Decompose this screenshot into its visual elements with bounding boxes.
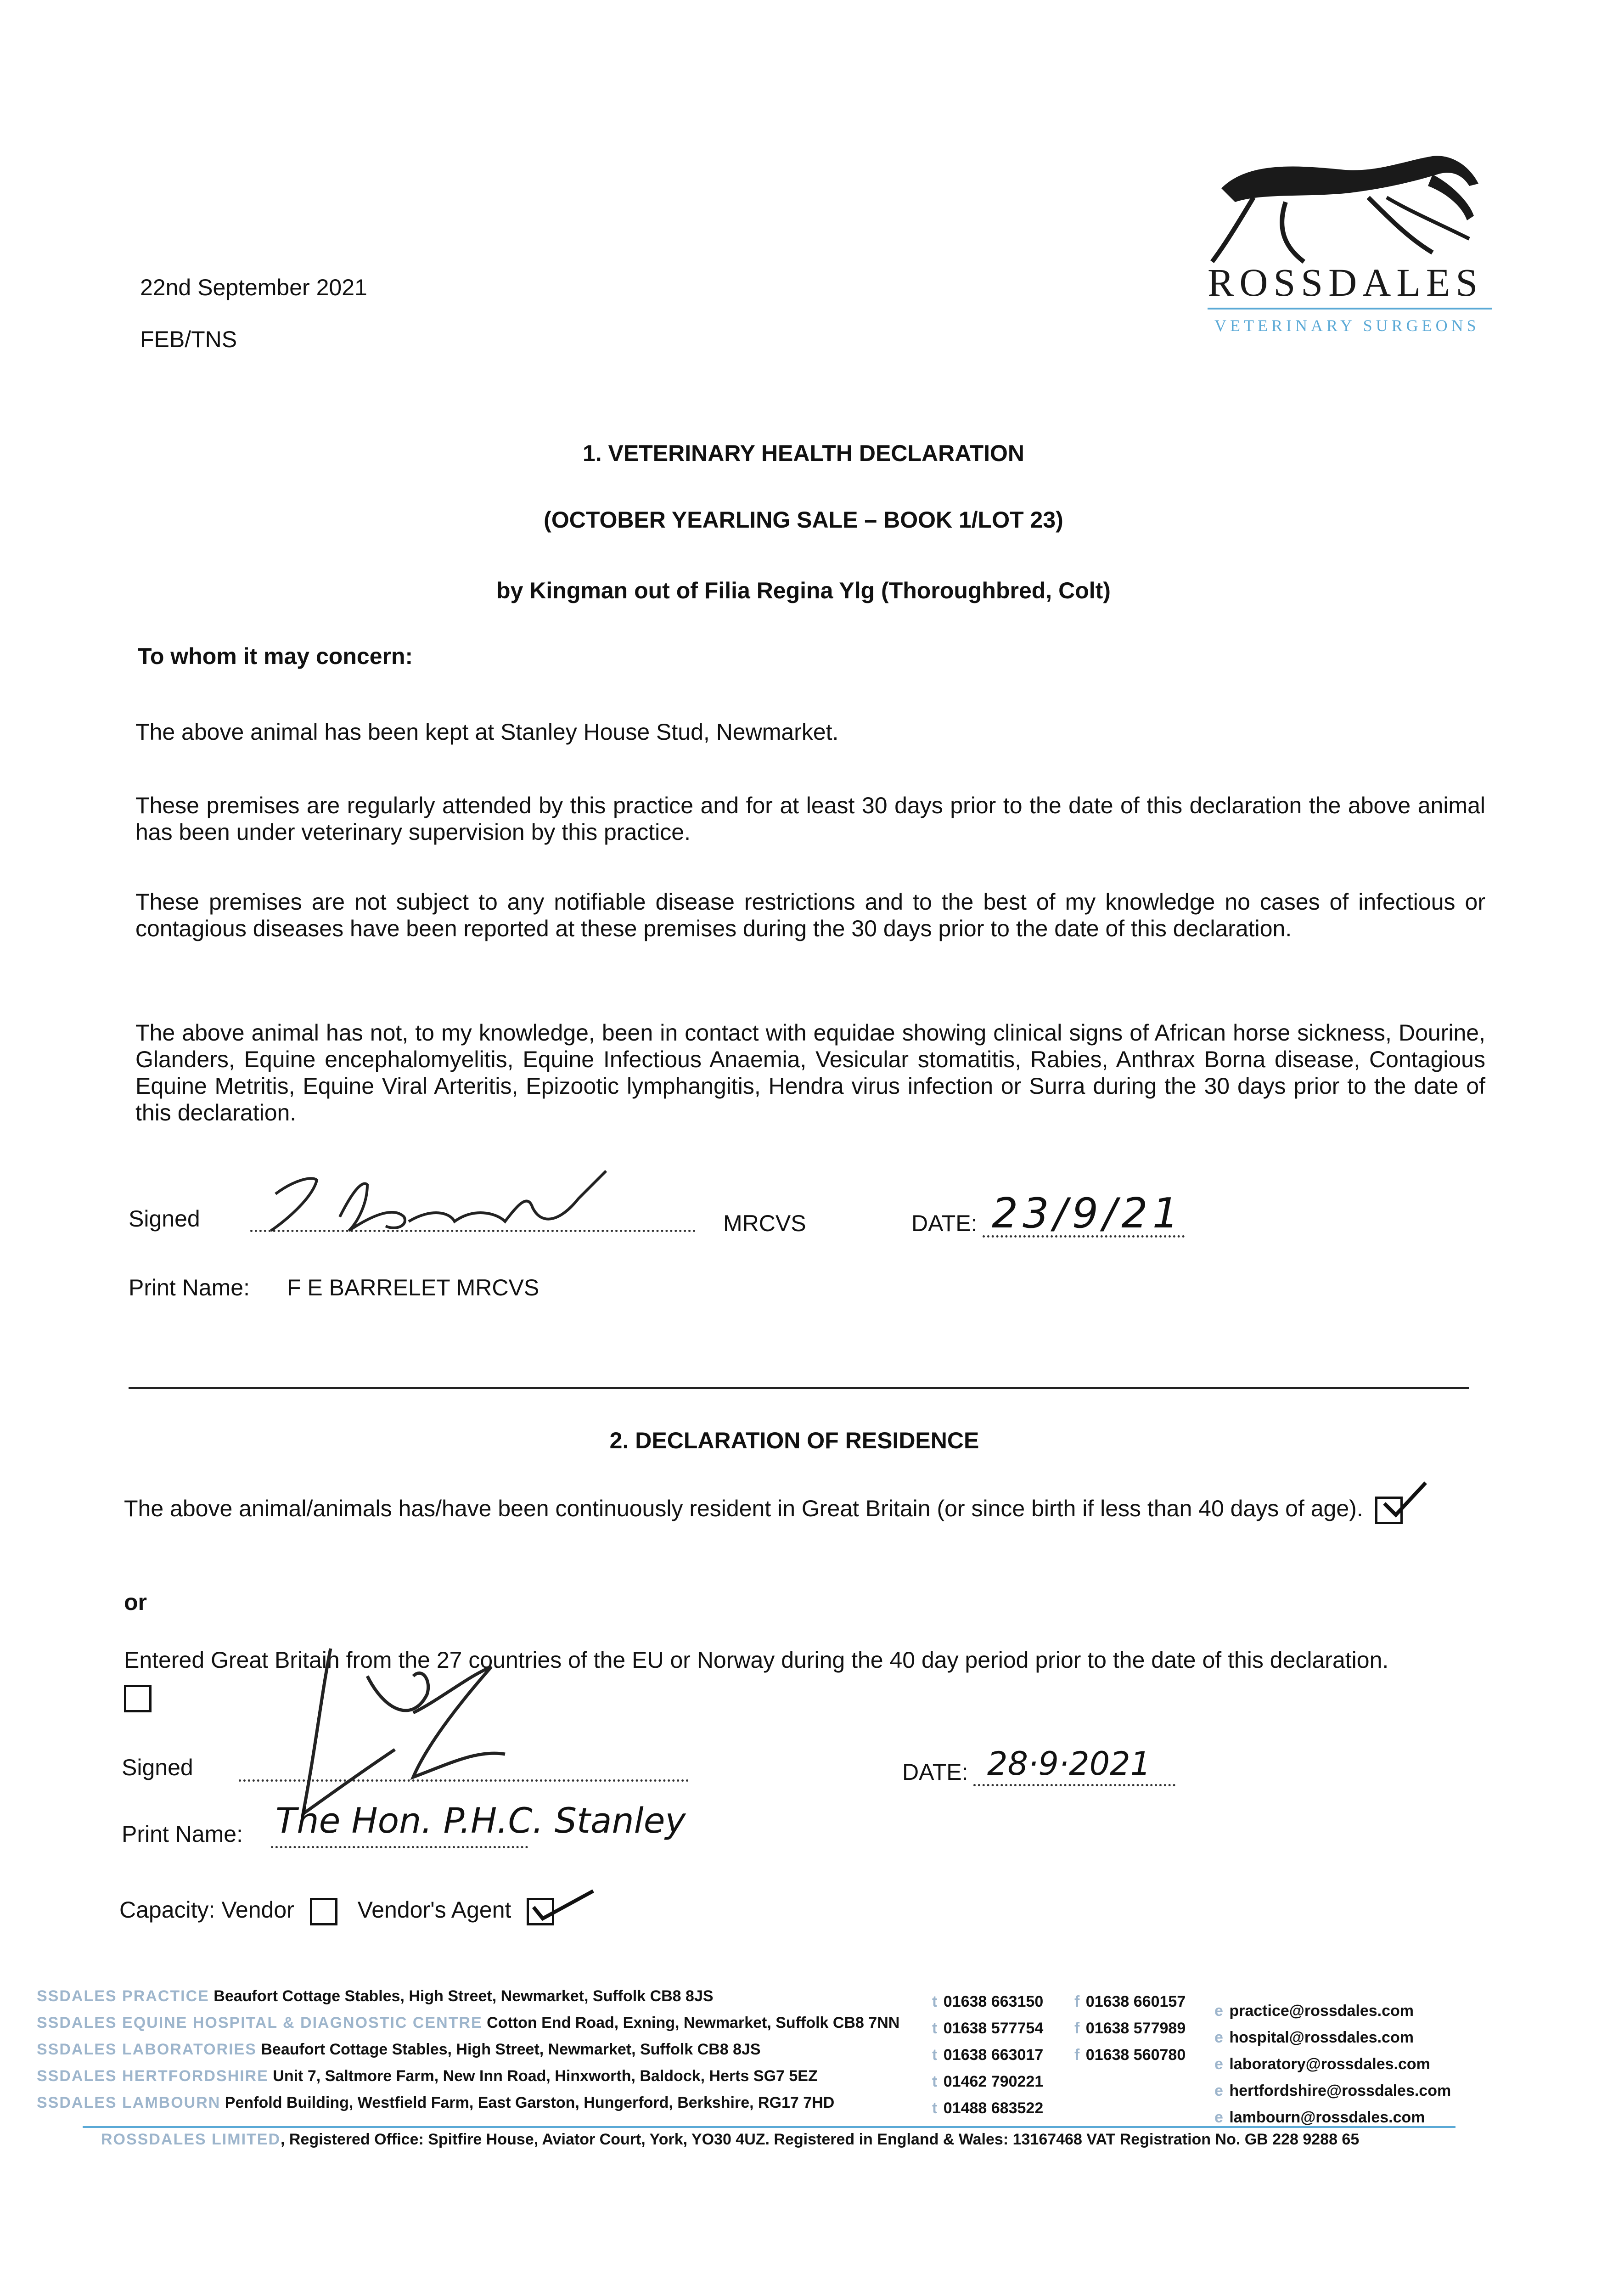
footer-telephones: t 01638 663150 t 01638 577754 t 01638 663017 t 01462 790221 t 01488 683522	[932, 1993, 1044, 2117]
paragraph-kept: The above animal has been kept at Stanley House Stud, Newmarket.	[135, 719, 839, 745]
vendors-agent-checkbox[interactable]	[527, 1898, 554, 1925]
checkmark-icon	[1380, 1480, 1430, 1522]
vet-signed-label: Signed	[129, 1206, 200, 1232]
footer-registration: ROSSDALES LIMITED, Registered Office: Spitfire House, Aviator Court, York, YO30 4UZ. Registered in England & Wales: 13167468 VAT Registration No. GB 228 9288 65	[101, 2131, 1360, 2148]
logo-rule	[1208, 308, 1492, 310]
or-label: or	[124, 1589, 147, 1615]
horse-description: by Kingman out of Filia Regina Ylg (Thoroughbred, Colt)	[496, 578, 1111, 603]
hospital-email-link[interactable]: hospital@rossdales.com	[1229, 2029, 1414, 2046]
paragraph-restrictions: These premises are not subject to any notifiable disease restrictions and to the best of my knowledge no cases of infectious or contagious diseases have been reported at these premises during the 30 days prior to the date of this declaration.	[135, 889, 1485, 941]
owner-date-value: 28·9·2021	[987, 1745, 1151, 1783]
section-divider	[129, 1387, 1469, 1389]
section1-heading: 1. VETERINARY HEALTH DECLARATION	[582, 440, 1025, 466]
lambourn-email-link[interactable]: lambourn@rossdales.com	[1229, 2109, 1425, 2126]
letter-reference: FEB/TNS	[140, 326, 237, 352]
residence-option-1-checkbox[interactable]	[1375, 1497, 1403, 1524]
vet-print-name-value: F E BARRELET MRCVS	[287, 1275, 539, 1300]
rossdales-logo	[1194, 129, 1497, 349]
capacity-vendor-label: Capacity: Vendor	[119, 1897, 294, 1923]
vet-date-value: 23/9/21	[992, 1189, 1183, 1238]
salutation: To whom it may concern:	[138, 643, 413, 669]
vet-date-label: DATE:	[911, 1210, 978, 1236]
owner-print-name-value: The Hon. P.H.C. Stanley	[275, 1800, 686, 1841]
vet-print-name-label: Print Name:	[129, 1275, 250, 1300]
footer-row: SSDALES LAMBOURN Penfold Building, Westfield Farm, East Garston, Hungerford, Berkshire, RG17 7HD	[37, 2094, 835, 2111]
checkmark-icon	[529, 1886, 598, 1928]
footer-row: SSDALES HERTFORDSHIRE Unit 7, Saltmore Farm, New Inn Road, Hinxworth, Baldock, Herts SG7 5EZ	[37, 2067, 818, 2085]
capacity-row	[119, 1896, 554, 1925]
footer-faxes: f 01638 660157 f 01638 577989 f 01638 560780	[1074, 1993, 1186, 2064]
vendors-agent-label: Vendor's Agent	[357, 1897, 511, 1923]
residence-option-1-text: The above animal/animals has/have been continuously resident in Great Britain (or since birth if less than 40 days of age).	[124, 1496, 1363, 1521]
owner-date-line	[973, 1784, 1175, 1786]
footer-row: SSDALES LABORATORIES Beaufort Cottage Stables, High Street, Newmarket, Suffolk CB8 8JS	[37, 2041, 761, 2058]
practice-email-link[interactable]: practice@rossdales.com	[1229, 2002, 1414, 2020]
paragraph-diseases: The above animal has not, to my knowledge, been in contact with equidae showing clinical signs of African horse sickness, Dourine, Glanders, Equine encephalomyelitis, Equine Infectious Anaemia, Vesicular stomatitis, Rabies, Anthrax Borna disease, Contagious Equine Metritis, Equine Viral Arteritis, Epizootic lymphangitis, Hendra virus infection or Surra during the 30 days prior to the date of this declaration.	[135, 1020, 1485, 1125]
owner-signed-label: Signed	[122, 1755, 193, 1780]
residence-option-2-checkbox[interactable]	[124, 1685, 152, 1712]
owner-date-label: DATE:	[902, 1759, 968, 1785]
section1-subheading: (OCTOBER YEARLING SALE – BOOK 1/LOT 23)	[544, 507, 1063, 533]
owner-print-name-line	[271, 1846, 528, 1848]
paragraph-supervision: These premises are regularly attended by this practice and for at least 30 days prior to the date of this declaration the above animal has been under veterinary supervision by this practice.	[135, 793, 1485, 845]
logo-name: ROSSDALES	[1208, 260, 1484, 304]
footer-row: SSDALES PRACTICE Beaufort Cottage Stables, High Street, Newmarket, Suffolk CB8 8JS	[37, 1987, 714, 2005]
logo-subtitle: VETERINARY SURGEONS	[1214, 316, 1480, 335]
residence-option-1	[124, 1490, 1410, 1527]
mrcvs-label: MRCVS	[723, 1210, 806, 1236]
owner-print-name-label: Print Name:	[122, 1821, 243, 1847]
footer-units	[37, 1983, 932, 2116]
letter-date: 22nd September 2021	[140, 275, 367, 300]
laboratory-email-link[interactable]: laboratory@rossdales.com	[1229, 2055, 1430, 2073]
vendor-checkbox[interactable]	[310, 1898, 337, 1925]
footer-row: SSDALES EQUINE HOSPITAL & DIAGNOSTIC CENTRE Cotton End Road, Exning, Newmarket, Suffolk CB8 7NN	[37, 2014, 900, 2032]
hertfordshire-email-link[interactable]: hertfordshire@rossdales.com	[1229, 2082, 1451, 2099]
section2-heading: 2. DECLARATION OF RESIDENCE	[609, 1428, 979, 1453]
vet-signature	[257, 1162, 634, 1244]
footer-emails: e practice@rossdales.com e hospital@rossdales.com e laboratory@rossdales.com e hertfordshire@rossdales.com e lambourn@rossdales.com	[1214, 2002, 1451, 2126]
residence-option-2-text: Entered Great Britain from the 27 countries of the EU or Norway during the 40 day period prior to the date of this declaration.	[124, 1647, 1389, 1673]
horse-logo-icon	[1194, 129, 1497, 266]
